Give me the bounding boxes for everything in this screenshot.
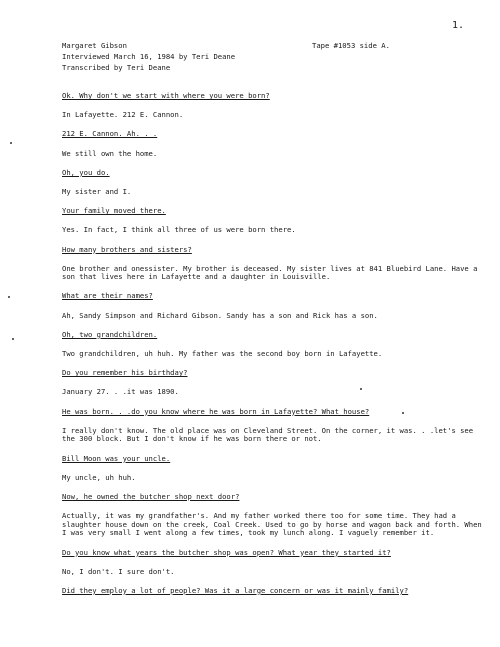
scan-speck (8, 296, 10, 298)
interviewer-question: Did they employ a lot of people? Was it a large concern or was it mainly family? (62, 585, 409, 595)
interviewee-answer: One brother and onessister. My brother is deceased. My sister lives at 841 Bluebird Lane. Have a son that lives here in Lafayette and a daughter in Louisville. (62, 263, 482, 282)
interviewer-question: Your family moved there. (62, 206, 166, 216)
interviewee-answer: We still own the home. (62, 148, 158, 158)
scan-speck (402, 412, 404, 414)
interviewer-question: What are their names? (62, 291, 153, 301)
interviewer-question: He was born. . .do you know where he was born in Lafayette? What house? (62, 406, 370, 416)
interviewee-name: Margaret Gibson (62, 41, 127, 50)
interviewer-question: Bill Moon was your uncle. (62, 453, 171, 463)
transcriber-line: Transcribed by Teri Deane (62, 63, 171, 72)
interviewee-answer: My sister and I. (62, 186, 132, 196)
interviewer-question: Do you remember his birthday? (62, 368, 188, 378)
interview-date-line: Interviewed March 16, 1984 by Teri Deane (62, 52, 236, 61)
interviewee-answer: No, I don't. I sure don't. (62, 566, 175, 576)
interviewer-question: Ok. Why don't we start with where you were born? (62, 91, 270, 100)
interviewee-answer: Yes. In fact, I think all three of us were born there. (62, 225, 296, 235)
tape-label: Tape #1053 side A. (312, 41, 390, 50)
interviewee-answer: I really don't know. The old place was on Cleveland Street. On the corner, it was. . .let's see the 300 block. But I don't know if he was born there or not. (62, 425, 478, 444)
transcript-body (62, 91, 487, 606)
interviewee-answer: Two grandchildren, uh huh. My father was the second boy born in Lafayette. (62, 349, 383, 359)
scan-speck (12, 338, 14, 340)
scan-speck (10, 142, 12, 144)
scan-speck (360, 388, 362, 390)
interviewer-question: How many brothers and sisters? (62, 244, 192, 254)
interviewer-question: Do you know what years the butcher shop was open? What year they started it? (62, 547, 391, 557)
interviewee-answer: January 27. . .it was 1890. (62, 387, 179, 397)
transcript-header (62, 40, 462, 73)
interviewer-question: Oh, two grandchildren. (62, 329, 158, 339)
interviewee-answer: Actually, it was my grandfather's. And my father worked there too for some time. They had a slaughter house down on the creek, Coal Creek. Used to go by horse and wagon back and forth. When I was very small I went along a few times, took my lunch along. I vaguely remember it. (62, 511, 487, 538)
page-number: 1. (452, 20, 465, 31)
interviewee-answer: In Lafayette. 212 E. Cannon. (62, 110, 184, 120)
interviewer-question: Oh, you do. (62, 167, 110, 177)
interviewer-question: Now, he owned the butcher shop next door? (62, 491, 240, 501)
interviewer-question: 212 E. Cannon. Ah. . . (62, 129, 158, 139)
interviewee-answer: My uncle, uh huh. (62, 472, 136, 482)
interviewee-answer: Ah, Sandy Simpson and Richard Gibson. Sandy has a son and Rick has a son. (62, 310, 378, 320)
